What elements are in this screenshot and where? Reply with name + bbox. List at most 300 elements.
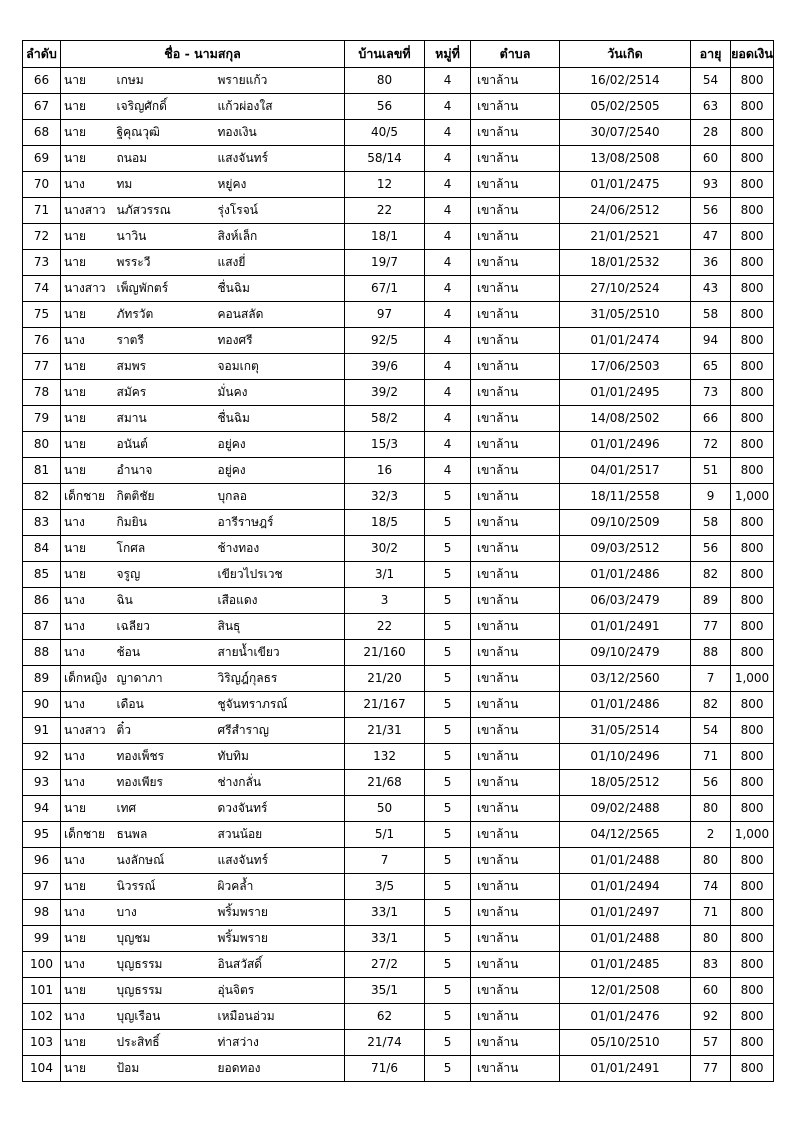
cell-first-name: เกษม	[115, 68, 216, 94]
cell-first-name: พรระวี	[115, 250, 216, 276]
cell-last-name: จอมเกตุ	[216, 354, 345, 380]
table-row	[23, 874, 774, 900]
cell-house-no: 22	[345, 198, 425, 224]
cell-last-name: ทองเงิน	[216, 120, 345, 146]
table-row	[23, 718, 774, 744]
cell-last-name: แสงยี่	[216, 250, 345, 276]
cell-house-no: 67/1	[345, 276, 425, 302]
cell-birth-date: 01/01/2486	[560, 692, 691, 718]
cell-age: 92	[691, 1004, 731, 1030]
cell-title: นาย	[61, 458, 115, 484]
cell-tambon: เขาล้าน	[471, 276, 560, 302]
cell-moo: 4	[425, 406, 471, 432]
cell-first-name: สมาน	[115, 406, 216, 432]
cell-no: 104	[23, 1056, 61, 1082]
cell-last-name: ศรีสำราญ	[216, 718, 345, 744]
cell-amount: 800	[731, 588, 774, 614]
table-row	[23, 614, 774, 640]
cell-house-no: 21/74	[345, 1030, 425, 1056]
cell-moo: 5	[425, 796, 471, 822]
cell-tambon: เขาล้าน	[471, 198, 560, 224]
cell-tambon: เขาล้าน	[471, 484, 560, 510]
cell-first-name: นาวิน	[115, 224, 216, 250]
cell-last-name: พรายแก้ว	[216, 68, 345, 94]
table-row	[23, 224, 774, 250]
cell-first-name: ฉิน	[115, 588, 216, 614]
cell-title: นาง	[61, 172, 115, 198]
cell-no: 74	[23, 276, 61, 302]
cell-amount: 800	[731, 874, 774, 900]
cell-birth-date: 03/12/2560	[560, 666, 691, 692]
cell-birth-date: 05/10/2510	[560, 1030, 691, 1056]
table-row	[23, 796, 774, 822]
cell-no: 101	[23, 978, 61, 1004]
cell-moo: 5	[425, 666, 471, 692]
cell-age: 58	[691, 302, 731, 328]
cell-last-name: ดวงจันทร์	[216, 796, 345, 822]
cell-age: 72	[691, 432, 731, 458]
cell-tambon: เขาล้าน	[471, 354, 560, 380]
cell-moo: 4	[425, 276, 471, 302]
cell-tambon: เขาล้าน	[471, 978, 560, 1004]
cell-no: 67	[23, 94, 61, 120]
cell-house-no: 16	[345, 458, 425, 484]
cell-house-no: 35/1	[345, 978, 425, 1004]
cell-title: นาย	[61, 536, 115, 562]
cell-last-name: ยอดทอง	[216, 1056, 345, 1082]
cell-age: 28	[691, 120, 731, 146]
cell-first-name: บุญเรือน	[115, 1004, 216, 1030]
cell-tambon: เขาล้าน	[471, 458, 560, 484]
cell-amount: 800	[731, 198, 774, 224]
table-row	[23, 68, 774, 94]
cell-tambon: เขาล้าน	[471, 848, 560, 874]
cell-birth-date: 01/01/2497	[560, 900, 691, 926]
cell-first-name: ราตรี	[115, 328, 216, 354]
cell-tambon: เขาล้าน	[471, 1030, 560, 1056]
cell-age: 82	[691, 692, 731, 718]
table-row	[23, 822, 774, 848]
cell-amount: 800	[731, 172, 774, 198]
table-row	[23, 848, 774, 874]
cell-last-name: อุ่นจิตร	[216, 978, 345, 1004]
cell-tambon: เขาล้าน	[471, 770, 560, 796]
cell-birth-date: 16/02/2514	[560, 68, 691, 94]
cell-tambon: เขาล้าน	[471, 250, 560, 276]
cell-age: 36	[691, 250, 731, 276]
cell-no: 84	[23, 536, 61, 562]
cell-age: 80	[691, 848, 731, 874]
cell-age: 83	[691, 952, 731, 978]
cell-age: 7	[691, 666, 731, 692]
cell-age: 71	[691, 744, 731, 770]
cell-tambon: เขาล้าน	[471, 744, 560, 770]
cell-last-name: ช้างทอง	[216, 536, 345, 562]
cell-last-name: ท่าสว่าง	[216, 1030, 345, 1056]
table-row	[23, 978, 774, 1004]
cell-title: นาง	[61, 744, 115, 770]
cell-birth-date: 01/01/2491	[560, 1056, 691, 1082]
cell-amount: 1,000	[731, 822, 774, 848]
table-row	[23, 744, 774, 770]
cell-moo: 4	[425, 120, 471, 146]
cell-amount: 800	[731, 94, 774, 120]
cell-title: นาง	[61, 614, 115, 640]
cell-no: 94	[23, 796, 61, 822]
cell-first-name: เพ็ญพักตร์	[115, 276, 216, 302]
cell-first-name: บุญธรรม	[115, 978, 216, 1004]
cell-title: นาย	[61, 432, 115, 458]
cell-last-name: อินสวัสดิ์	[216, 952, 345, 978]
cell-birth-date: 04/12/2565	[560, 822, 691, 848]
cell-age: 63	[691, 94, 731, 120]
cell-amount: 800	[731, 146, 774, 172]
cell-first-name: ถนอม	[115, 146, 216, 172]
cell-age: 77	[691, 1056, 731, 1082]
cell-amount: 800	[731, 380, 774, 406]
cell-moo: 5	[425, 614, 471, 640]
cell-title: นาย	[61, 94, 115, 120]
cell-house-no: 39/6	[345, 354, 425, 380]
cell-house-no: 92/5	[345, 328, 425, 354]
cell-moo: 5	[425, 484, 471, 510]
cell-amount: 800	[731, 718, 774, 744]
cell-last-name: ทับทิม	[216, 744, 345, 770]
cell-moo: 4	[425, 68, 471, 94]
cell-moo: 4	[425, 250, 471, 276]
cell-tambon: เขาล้าน	[471, 900, 560, 926]
cell-age: 80	[691, 796, 731, 822]
cell-house-no: 132	[345, 744, 425, 770]
cell-birth-date: 18/05/2512	[560, 770, 691, 796]
cell-house-no: 12	[345, 172, 425, 198]
cell-last-name: ทองศรี	[216, 328, 345, 354]
cell-age: 77	[691, 614, 731, 640]
table-row	[23, 926, 774, 952]
cell-last-name: พริ้มพราย	[216, 926, 345, 952]
cell-moo: 5	[425, 588, 471, 614]
cell-tambon: เขาล้าน	[471, 588, 560, 614]
cell-age: 94	[691, 328, 731, 354]
cell-title: นาย	[61, 926, 115, 952]
table-row	[23, 146, 774, 172]
cell-tambon: เขาล้าน	[471, 224, 560, 250]
cell-amount: 800	[731, 562, 774, 588]
cell-amount: 800	[731, 510, 774, 536]
cell-last-name: สิงห์เล็ก	[216, 224, 345, 250]
cell-age: 88	[691, 640, 731, 666]
cell-first-name: นิวรรณ์	[115, 874, 216, 900]
cell-house-no: 21/167	[345, 692, 425, 718]
cell-no: 79	[23, 406, 61, 432]
cell-birth-date: 01/01/2488	[560, 848, 691, 874]
cell-tambon: เขาล้าน	[471, 952, 560, 978]
cell-birth-date: 01/01/2474	[560, 328, 691, 354]
header-no: ลำดับ	[23, 41, 61, 68]
cell-first-name: อนันต์	[115, 432, 216, 458]
header-age: อายุ	[691, 41, 731, 68]
cell-title: นาง	[61, 770, 115, 796]
cell-birth-date: 01/01/2485	[560, 952, 691, 978]
cell-no: 76	[23, 328, 61, 354]
cell-title: นาง	[61, 588, 115, 614]
cell-moo: 5	[425, 562, 471, 588]
cell-moo: 4	[425, 172, 471, 198]
cell-no: 92	[23, 744, 61, 770]
cell-title: นาย	[61, 120, 115, 146]
cell-moo: 5	[425, 536, 471, 562]
table-row	[23, 770, 774, 796]
table-row	[23, 406, 774, 432]
cell-no: 90	[23, 692, 61, 718]
cell-no: 96	[23, 848, 61, 874]
cell-age: 56	[691, 536, 731, 562]
cell-house-no: 21/68	[345, 770, 425, 796]
cell-first-name: ช้อน	[115, 640, 216, 666]
cell-title: นาง	[61, 328, 115, 354]
table-row	[23, 484, 774, 510]
cell-title: นาย	[61, 380, 115, 406]
cell-last-name: สวนน้อย	[216, 822, 345, 848]
table-row	[23, 1056, 774, 1082]
table-row	[23, 900, 774, 926]
cell-title: นาย	[61, 68, 115, 94]
cell-age: 57	[691, 1030, 731, 1056]
cell-age: 65	[691, 354, 731, 380]
cell-amount: 1,000	[731, 484, 774, 510]
cell-last-name: ชื่นฉิม	[216, 276, 345, 302]
cell-age: 74	[691, 874, 731, 900]
cell-tambon: เขาล้าน	[471, 926, 560, 952]
cell-age: 58	[691, 510, 731, 536]
cell-amount: 800	[731, 770, 774, 796]
cell-amount: 800	[731, 640, 774, 666]
cell-title: เด็กชาย	[61, 484, 115, 510]
cell-title: นาย	[61, 406, 115, 432]
cell-title: นางสาว	[61, 276, 115, 302]
cell-title: นาง	[61, 1004, 115, 1030]
table-row	[23, 302, 774, 328]
cell-title: นาง	[61, 900, 115, 926]
cell-tambon: เขาล้าน	[471, 874, 560, 900]
cell-first-name: ทองเพียร	[115, 770, 216, 796]
cell-last-name: หยู่คง	[216, 172, 345, 198]
cell-age: 60	[691, 146, 731, 172]
cell-birth-date: 21/01/2521	[560, 224, 691, 250]
cell-title: นาง	[61, 848, 115, 874]
header-moo: หมู่ที่	[425, 41, 471, 68]
cell-amount: 800	[731, 978, 774, 1004]
cell-first-name: อำนาจ	[115, 458, 216, 484]
cell-last-name: คอนสลัด	[216, 302, 345, 328]
cell-no: 103	[23, 1030, 61, 1056]
cell-first-name: ติ๋ว	[115, 718, 216, 744]
cell-first-name: เดือน	[115, 692, 216, 718]
cell-first-name: นงลักษณ์	[115, 848, 216, 874]
cell-no: 89	[23, 666, 61, 692]
cell-first-name: ประสิทธิ์	[115, 1030, 216, 1056]
cell-tambon: เขาล้าน	[471, 510, 560, 536]
cell-tambon: เขาล้าน	[471, 146, 560, 172]
table-row	[23, 276, 774, 302]
cell-house-no: 58/2	[345, 406, 425, 432]
cell-age: 9	[691, 484, 731, 510]
cell-no: 69	[23, 146, 61, 172]
cell-house-no: 3	[345, 588, 425, 614]
cell-house-no: 97	[345, 302, 425, 328]
cell-birth-date: 31/05/2510	[560, 302, 691, 328]
cell-house-no: 50	[345, 796, 425, 822]
cell-tambon: เขาล้าน	[471, 380, 560, 406]
cell-title: นาย	[61, 250, 115, 276]
table-row	[23, 458, 774, 484]
cell-house-no: 22	[345, 614, 425, 640]
cell-birth-date: 31/05/2514	[560, 718, 691, 744]
cell-birth-date: 01/01/2475	[560, 172, 691, 198]
cell-no: 97	[23, 874, 61, 900]
cell-last-name: สินธุ	[216, 614, 345, 640]
cell-birth-date: 30/07/2540	[560, 120, 691, 146]
cell-age: 51	[691, 458, 731, 484]
cell-no: 80	[23, 432, 61, 458]
cell-birth-date: 09/02/2488	[560, 796, 691, 822]
cell-house-no: 18/1	[345, 224, 425, 250]
cell-birth-date: 01/01/2496	[560, 432, 691, 458]
cell-house-no: 56	[345, 94, 425, 120]
cell-birth-date: 01/01/2476	[560, 1004, 691, 1030]
cell-no: 102	[23, 1004, 61, 1030]
table-row	[23, 536, 774, 562]
cell-birth-date: 12/01/2508	[560, 978, 691, 1004]
cell-moo: 4	[425, 380, 471, 406]
table-row	[23, 198, 774, 224]
cell-no: 86	[23, 588, 61, 614]
cell-first-name: บุญธรรม	[115, 952, 216, 978]
cell-no: 78	[23, 380, 61, 406]
cell-amount: 800	[731, 406, 774, 432]
cell-no: 85	[23, 562, 61, 588]
cell-moo: 4	[425, 458, 471, 484]
cell-birth-date: 01/01/2488	[560, 926, 691, 952]
cell-first-name: ป้อม	[115, 1056, 216, 1082]
table-row	[23, 1004, 774, 1030]
cell-amount: 800	[731, 1004, 774, 1030]
cell-birth-date: 27/10/2524	[560, 276, 691, 302]
cell-age: 80	[691, 926, 731, 952]
cell-first-name: เจริญศักดิ์	[115, 94, 216, 120]
cell-moo: 5	[425, 848, 471, 874]
cell-no: 68	[23, 120, 61, 146]
cell-moo: 4	[425, 302, 471, 328]
cell-house-no: 27/2	[345, 952, 425, 978]
cell-last-name: เสือแดง	[216, 588, 345, 614]
cell-title: นาย	[61, 302, 115, 328]
cell-first-name: นภัสวรรณ	[115, 198, 216, 224]
cell-age: 2	[691, 822, 731, 848]
cell-amount: 800	[731, 328, 774, 354]
table-row	[23, 250, 774, 276]
cell-moo: 4	[425, 146, 471, 172]
cell-tambon: เขาล้าน	[471, 1004, 560, 1030]
cell-title: นางสาว	[61, 198, 115, 224]
cell-amount: 800	[731, 692, 774, 718]
cell-no: 66	[23, 68, 61, 94]
cell-last-name: อยู่คง	[216, 458, 345, 484]
cell-moo: 5	[425, 978, 471, 1004]
cell-no: 93	[23, 770, 61, 796]
cell-tambon: เขาล้าน	[471, 614, 560, 640]
table-row	[23, 952, 774, 978]
cell-no: 73	[23, 250, 61, 276]
cell-house-no: 39/2	[345, 380, 425, 406]
cell-first-name: สมัคร	[115, 380, 216, 406]
table-row	[23, 432, 774, 458]
cell-birth-date: 01/01/2494	[560, 874, 691, 900]
cell-title: นาย	[61, 978, 115, 1004]
cell-first-name: จรูญ	[115, 562, 216, 588]
cell-moo: 5	[425, 926, 471, 952]
cell-moo: 4	[425, 224, 471, 250]
cell-age: 47	[691, 224, 731, 250]
cell-moo: 5	[425, 640, 471, 666]
cell-birth-date: 17/06/2503	[560, 354, 691, 380]
cell-house-no: 19/7	[345, 250, 425, 276]
cell-title: นางสาว	[61, 718, 115, 744]
cell-tambon: เขาล้าน	[471, 68, 560, 94]
cell-birth-date: 14/08/2502	[560, 406, 691, 432]
cell-birth-date: 18/01/2532	[560, 250, 691, 276]
cell-moo: 5	[425, 1004, 471, 1030]
cell-moo: 5	[425, 1030, 471, 1056]
cell-tambon: เขาล้าน	[471, 328, 560, 354]
table-row	[23, 1030, 774, 1056]
cell-birth-date: 09/10/2509	[560, 510, 691, 536]
cell-tambon: เขาล้าน	[471, 796, 560, 822]
cell-amount: 800	[731, 926, 774, 952]
cell-tambon: เขาล้าน	[471, 432, 560, 458]
cell-moo: 5	[425, 952, 471, 978]
cell-tambon: เขาล้าน	[471, 1056, 560, 1082]
table-row	[23, 640, 774, 666]
cell-amount: 800	[731, 432, 774, 458]
cell-no: 100	[23, 952, 61, 978]
header-name: ชื่อ - นามสกุล	[61, 41, 345, 68]
cell-no: 83	[23, 510, 61, 536]
cell-age: 54	[691, 718, 731, 744]
cell-tambon: เขาล้าน	[471, 94, 560, 120]
cell-age: 71	[691, 900, 731, 926]
cell-title: นาง	[61, 692, 115, 718]
cell-title: เด็กหญิง	[61, 666, 115, 692]
cell-house-no: 21/20	[345, 666, 425, 692]
cell-amount: 800	[731, 848, 774, 874]
cell-first-name: ทองเพ็ชร	[115, 744, 216, 770]
cell-moo: 5	[425, 770, 471, 796]
cell-birth-date: 01/01/2486	[560, 562, 691, 588]
cell-moo: 5	[425, 900, 471, 926]
cell-tambon: เขาล้าน	[471, 562, 560, 588]
cell-age: 54	[691, 68, 731, 94]
cell-title: นาย	[61, 562, 115, 588]
cell-last-name: ชูจันทราภรณ์	[216, 692, 345, 718]
cell-tambon: เขาล้าน	[471, 692, 560, 718]
cell-moo: 5	[425, 510, 471, 536]
header-house-no: บ้านเลขที่	[345, 41, 425, 68]
cell-amount: 800	[731, 250, 774, 276]
cell-amount: 800	[731, 536, 774, 562]
cell-last-name: ผิวคล้ำ	[216, 874, 345, 900]
cell-first-name: โกศล	[115, 536, 216, 562]
